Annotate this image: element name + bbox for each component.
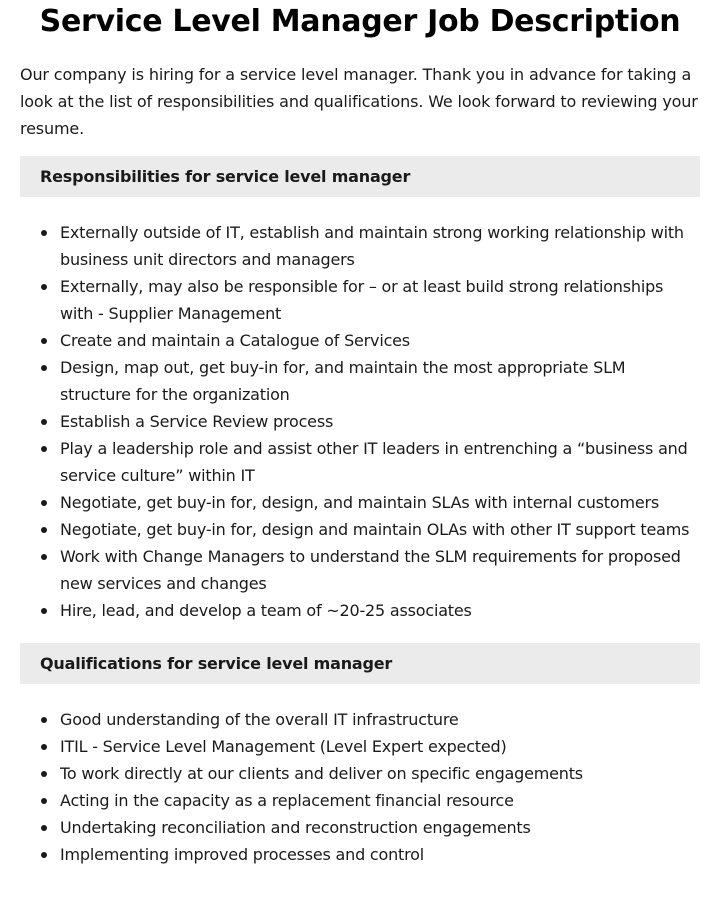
bullet-icon [41, 446, 47, 452]
list-item [60, 273, 700, 327]
bullet-icon [41, 771, 47, 777]
list-item [60, 814, 700, 841]
list-item-text: Negotiate, get buy-in for, design and maintain OLAs with other IT support teams [60, 520, 690, 539]
list-item [60, 516, 700, 543]
bullet-icon [41, 554, 47, 560]
list-item-text: Hire, lead, and develop a team of ~20-25 associates [60, 601, 472, 620]
list-item [60, 219, 700, 273]
list-item-text: Negotiate, get buy-in for, design, and maintain SLAs with internal customers [60, 493, 659, 512]
list-item [60, 597, 700, 624]
bullet-icon [41, 419, 47, 425]
list-item [60, 354, 700, 408]
list-item-text: ITIL - Service Level Management (Level Expert expected) [60, 737, 507, 756]
responsibilities-heading: Responsibilities for service level manager [20, 156, 700, 197]
list-item-text: Acting in the capacity as a replacement financial resource [60, 791, 514, 810]
qualifications-list [20, 706, 700, 868]
list-item-text: Good understanding of the overall IT infrastructure [60, 710, 459, 729]
list-item [60, 841, 700, 868]
list-item [60, 327, 700, 354]
list-item-text: To work directly at our clients and deliver on specific engagements [60, 764, 583, 783]
bullet-icon [41, 608, 47, 614]
bullet-icon [41, 365, 47, 371]
bullet-icon [41, 230, 47, 236]
bullet-icon [41, 798, 47, 804]
bullet-icon [41, 338, 47, 344]
bullet-icon [41, 825, 47, 831]
list-item-text: Design, map out, get buy-in for, and maintain the most appropriate SLM structure for the organization [60, 358, 626, 404]
list-item-text: Work with Change Managers to understand the SLM requirements for proposed new services and changes [60, 547, 681, 593]
bullet-icon [41, 717, 47, 723]
list-item-text: Establish a Service Review process [60, 412, 334, 431]
intro-paragraph: Our company is hiring for a service level manager. Thank you in advance for taking a look at the list of responsibilities and qualifications. We look forward to reviewing your resume. [20, 65, 698, 138]
list-item [60, 706, 700, 733]
list-item [60, 408, 700, 435]
qualifications-heading: Qualifications for service level manager [20, 643, 700, 684]
bullet-icon [41, 527, 47, 533]
list-item-text: Create and maintain a Catalogue of Services [60, 331, 410, 350]
list-item-text: Externally, may also be responsible for – or at least build strong relationships with - Supplier Management [60, 277, 664, 323]
page-title: Service Level Manager Job Description [39, 4, 681, 39]
list-item-text: Implementing improved processes and control [60, 845, 424, 864]
bullet-icon [41, 284, 47, 290]
list-item [60, 760, 700, 787]
list-item [60, 733, 700, 760]
list-item [60, 543, 700, 597]
bullet-icon [41, 744, 47, 750]
bullet-icon [41, 852, 47, 858]
list-item [60, 435, 700, 489]
responsibilities-list [20, 219, 700, 624]
list-item [60, 489, 700, 516]
list-item-text: Undertaking reconciliation and reconstruction engagements [60, 818, 531, 837]
bullet-icon [41, 500, 47, 506]
list-item-text: Externally outside of IT, establish and maintain strong working relationship with business unit directors and managers [60, 223, 684, 269]
list-item-text: Play a leadership role and assist other IT leaders in entrenching a “business and service culture” within IT [60, 439, 688, 485]
list-item [60, 787, 700, 814]
